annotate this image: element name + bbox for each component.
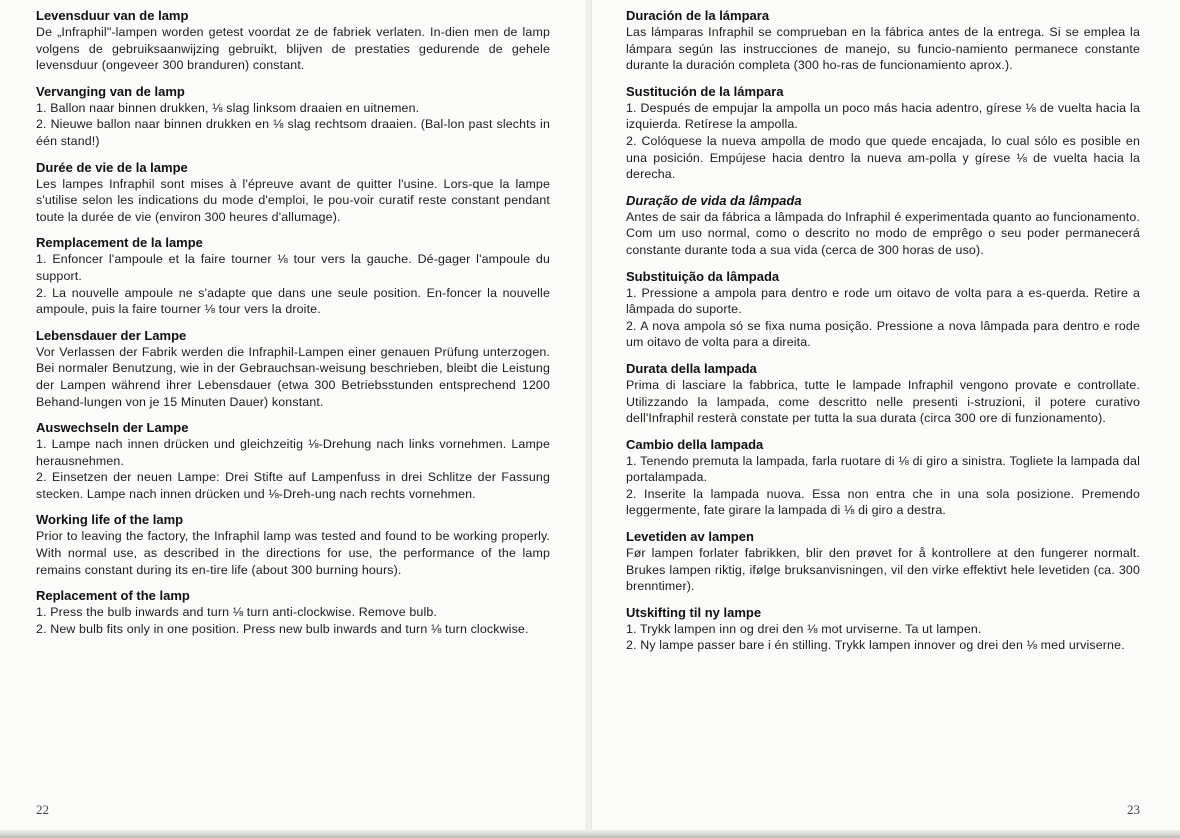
section-paragraph: 2. Colóquese la nueva ampolla de modo que quede encajada, lo cual sólo es posible en una posición. Empújese hacia dentro la nueva am-polla y gírese ⅛ de vuelta hacia la derecha. bbox=[626, 133, 1140, 182]
section-paragraph: 2. Einsetzen der neuen Lampe: Drei Stifte auf Lampenfuss in drei Schlitze der Fassung stecken. Lampe nach innen drücken und ⅛-Dreh-ung nach rechts vornehmen. bbox=[36, 470, 550, 501]
section bbox=[626, 529, 1140, 595]
section-paragraph: 1. Trykk lampen inn og drei den ⅛ mot urviserne. Ta ut lampen. bbox=[626, 621, 982, 636]
section bbox=[36, 84, 550, 150]
section-paragraph: 1. Tenendo premuta la lampada, farla ruotare di ⅛ di giro a sinistra. Togliete la lampada dal portalampada. bbox=[626, 453, 1140, 485]
section bbox=[626, 84, 1140, 183]
left-page bbox=[0, 0, 586, 838]
section-paragraph: 2. Nieuwe ballon naar binnen drukken en ⅛ slag rechtsom draaien. (Bal-lon past slechts in één stand!) bbox=[36, 117, 550, 148]
section-paragraph: Før lampen forlater fabrikken, blir den prøvet for å kontrollere at den fungerer normalt. Brukes lampen riktig, ifølge bruksanvisningen, vil den virke effektivt hele levetiden (ca. 300 brenntimer). bbox=[626, 546, 1140, 594]
section-heading: Remplacement de la lampe bbox=[36, 235, 203, 251]
section bbox=[626, 8, 1140, 74]
right-page-sections bbox=[626, 8, 1140, 654]
section-paragraph: Antes de sair da fábrica a lâmpada do Infraphil é experimentada quanto ao funcionamento. Com um uso normal, como o descrito no modo de emprêgo o seu poder permanecerá constante durante toda a sua vida (cerca de 300 horas de uso). bbox=[626, 209, 1140, 257]
section-heading: Substituição da lâmpada bbox=[626, 268, 780, 284]
section-paragraph: Prima di lasciare la fabbrica, tutte le lampade Infraphil vengono provate e controllate. Utilizzando la lampada, come descritto nelle presenti i-struzioni, il potere curativo dell'Infraphil resterà constate per tutta la sua durata (circa 300 ore di funzionamento). bbox=[626, 377, 1140, 426]
section bbox=[626, 437, 1140, 519]
section bbox=[36, 160, 550, 226]
page-number-right: 23 bbox=[1127, 802, 1140, 817]
section-paragraph: 2. Ny lampe passer bare i én stilling. Trykk lampen innover og drei den ⅛ med urviserne. bbox=[626, 638, 1125, 653]
section-paragraph: 2. La nouvelle ampoule ne s'adapte que dans une seule position. En-foncer la nouvelle ampoule, puis la faire tourner ⅛ tour vers la droite. bbox=[36, 285, 550, 317]
section bbox=[626, 269, 1140, 351]
section bbox=[36, 328, 550, 410]
section-paragraph: Las lámparas Infraphil se comprueban en la fábrica antes de la entrega. Si se emplea la lámpara según las instrucciones de manejo, su funcio-namiento permanece constante durante la duración completa (300 ho-ras de funcionamiento aprox.). bbox=[626, 25, 1140, 73]
right-page bbox=[592, 0, 1180, 838]
section-heading: Auswechseln der Lampe bbox=[36, 420, 189, 436]
section-heading: Replacement of the lamp bbox=[36, 588, 190, 604]
section-heading: Durée de vie de la lampe bbox=[36, 159, 188, 175]
section-paragraph: Les lampes Infraphil sont mises à l'épreuve avant de quitter l'usine. Lors-que la lampe s'utilise selon les indications du mode d'emploi, le pou-voir curatif reste constant pendant toute la durée de vie (environ 300 heures d'allumage). bbox=[36, 176, 550, 224]
section-paragraph: 2. Inserite la lampada nuova. Essa non entra che in una sola posizione. Premendo leggermente, fate girare la lampada di ⅛ di giro a destra. bbox=[626, 486, 1140, 518]
section-heading: Vervanging van de lamp bbox=[36, 83, 185, 99]
section-heading: Durata della lampada bbox=[626, 360, 757, 376]
section-heading: Utskifting til ny lampe bbox=[626, 604, 762, 620]
section-paragraph: 1. Lampe nach innen drücken und gleichzeitig ⅛-Drehung nach links vornehmen. Lampe herausnehmen. bbox=[36, 437, 550, 468]
section-paragraph: 1. Enfoncer l'ampoule et la faire tourner ⅛ tour vers la gauche. Dé-gager l'ampoule du support. bbox=[36, 252, 550, 283]
section-paragraph: 1. Press the bulb inwards and turn ⅛ turn anti-clockwise. Remove bulb. bbox=[36, 605, 437, 620]
section-heading: Sustitución de la lámpara bbox=[626, 83, 784, 99]
section-paragraph: Prior to leaving the factory, the Infraphil lamp was tested and found to be working properly. With normal use, as described in the directions for use, the performance of the lamp remains constant during its en-tire life (about 300 burning hours). bbox=[36, 529, 550, 577]
section-paragraph: De „Infraphil"-lampen worden getest voordat ze de fabriek verlaten. In-dien men de lamp volgens de gebruiksaanwijzing gebruikt, blijven de prestaties gedurende de gehele levensduur (ongeveer 300 branduren) constant. bbox=[36, 25, 550, 73]
section-heading: Duración de la lámpara bbox=[626, 8, 770, 23]
section bbox=[36, 235, 550, 317]
section bbox=[626, 361, 1140, 427]
section-paragraph: 1. Pressione a ampola para dentro e rode um oitavo de volta para a es-querda. Retire a lâmpada do suporte. bbox=[626, 285, 1140, 317]
section-paragraph: 2. A nova ampola só se fixa numa posição. Pressione a nova lâmpada para dentro e rode um oitavo de volta para a direita. bbox=[626, 318, 1140, 350]
section bbox=[36, 420, 550, 502]
section-paragraph: 2. New bulb fits only in one position. Press new bulb inwards and turn ⅛ turn clockwise. bbox=[36, 621, 529, 636]
page-bottom-edge bbox=[0, 830, 1180, 838]
section-paragraph: 1. Después de empujar la ampolla un poco más hacia adentro, gírese ⅛ de vuelta hacia la izquierda. Retírese la ampolla. bbox=[626, 100, 1140, 132]
section-heading: Levensduur van de lamp bbox=[36, 8, 189, 23]
section-heading: Levetiden av lampen bbox=[626, 529, 754, 545]
section-heading: Working life of the lamp bbox=[36, 512, 184, 528]
section bbox=[36, 512, 550, 578]
left-page-sections bbox=[36, 8, 550, 637]
section-paragraph: Vor Verlassen der Fabrik werden die Infraphil-Lampen einer genauen Prüfung unterzogen. Bei normaler Benutzung, wie in der Gebrauchsan-weisung beschrieben, bleibt die Leistung der Lampen während ihrer Lebensdauer (etwa 300 Betriebsstunden entsprechend 1200 Behand-lungen von je 15 Minuten Dauer) konstant. bbox=[36, 344, 550, 409]
section bbox=[626, 193, 1140, 259]
page-number-left: 22 bbox=[36, 802, 49, 817]
section-heading: Cambio della lampada bbox=[626, 436, 764, 452]
section-heading: Duração de vida da lâmpada bbox=[626, 192, 802, 208]
section bbox=[36, 8, 550, 74]
section bbox=[36, 588, 550, 637]
section bbox=[626, 605, 1140, 654]
section-heading: Lebensdauer der Lampe bbox=[36, 327, 187, 343]
section-paragraph: 1. Ballon naar binnen drukken, ⅛ slag linksom draaien en uitnemen. bbox=[36, 100, 420, 115]
